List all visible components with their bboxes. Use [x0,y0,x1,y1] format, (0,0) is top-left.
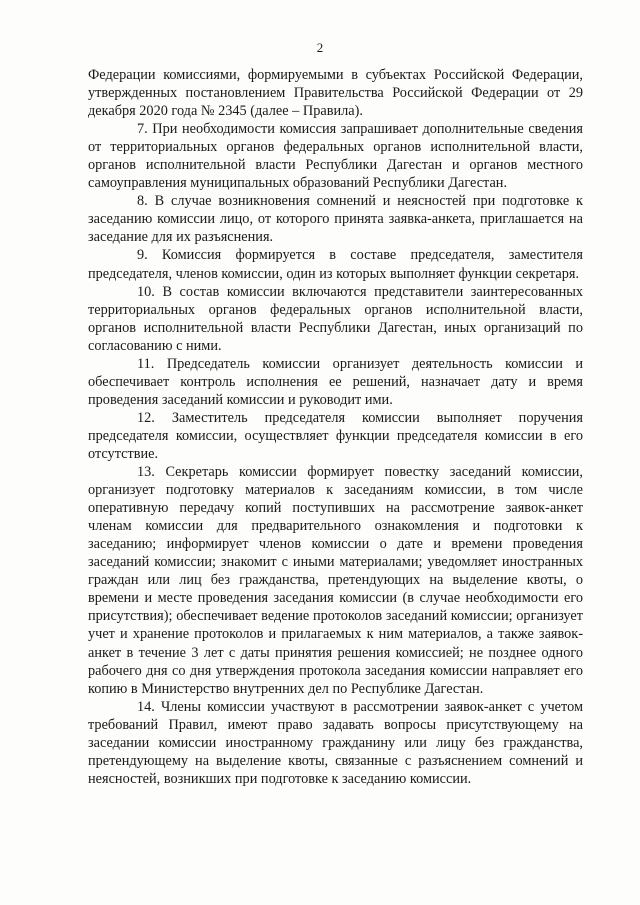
paragraph-12: 12. Заместитель председателя комиссии выполняет поручения председателя комиссии, осуществляет функции председателя комиссии в его отсутствие. [88,409,583,462]
paragraph-10: 10. В состав комиссии включаются представители заинтересованных территориальных органов федеральных органов исполнительной власти, органов исполнительной власти Республики Дагестан, иных организаций по согласованию с ними. [88,283,583,354]
paragraph-8: 8. В случае возникновения сомнений и неясностей при подготовке к заседанию комиссии лицо, от которого принята заявка-анкета, приглашается на заседание для их разъяснения. [88,193,583,246]
paragraph-continuation: Федерации комиссиями, формируемыми в субъектах Российской Федерации, утвержденных постановлением Правительства Российской Федерации от 29 декабря 2020 года № 2345 (далее – Правила). [88,67,583,120]
paragraph-14: 14. Члены комиссии участвуют в рассмотрении заявок-анкет с учетом требований Правил, имеют право задавать вопросы присутствующему на заседании комиссии иностранному гражданину или лицу без гражданства, претендующему на выделение квоты, связанные с разъяснением сомнений и неясностей, возникших при подготовке к заседанию комиссии. [88,698,583,787]
page-number: 2 [316,40,324,55]
paragraph-7: 7. При необходимости комиссия запрашивает дополнительные сведения от территориальных органов федеральных органов исполнительной власти, органов исполнительной власти Республики Дагестан и органов местного самоуправления муниципальных образований Республики Дагестан. [88,121,583,192]
paragraph-11: 11. Председатель комиссии организует деятельность комиссии и обеспечивает контроль исполнения ее решений, назначает дату и время проведения заседаний комиссии и руководит ими. [88,355,583,408]
paragraph-13: 13. Секретарь комиссии формирует повестку заседаний комиссии, организует подготовку материалов к заседаниям комиссии, в том числе оперативную передачу копий поступивших на рассмотрение заявок-анкет членам комиссии для предварительного ознакомления и подготовки к заседанию; информирует членов комиссии о дате и времени проведения заседаний комиссии; знакомит с иными материалами; уведомляет иностранных граждан или лиц без гражданства, претендующих на выделение квоты, о времени и месте проведения заседания комиссии (в случае необходимости его присутствия); обеспечивает ведение протоколов заседаний комиссии; организует учет и хранение протоколов и прилагаемых к ним материалов, а также заявок-анкет в течение 3 лет с даты принятия решения комиссией; не позднее одного рабочего дня со дня утверждения протокола заседания комиссии направляет его копию в Министерство внутренних дел по Республике Дагестан. [88,464,583,697]
document-body [88,66,583,788]
paragraph-9: 9. Комиссия формируется в составе председателя, заместителя председателя, членов комиссии, один из которых выполняет функции секретаря. [88,247,583,282]
